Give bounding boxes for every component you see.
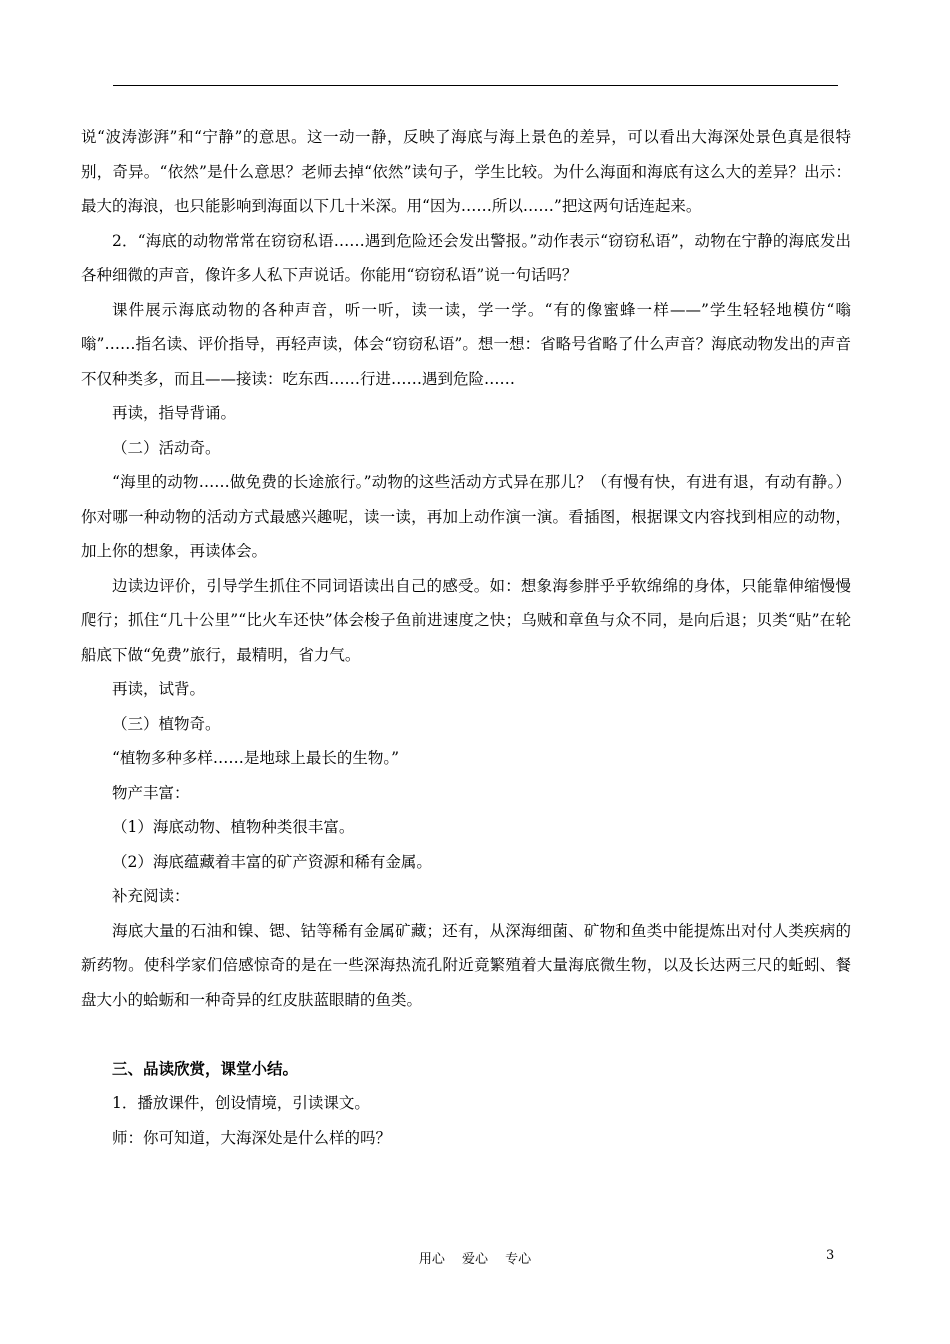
- paragraph: 说“波涛澎湃”和“宁静”的意思。这一动一静，反映了海底与海上景色的差异，可以看出大海深处景色真是很特别，奇异。“依然”是什么意思？老师去掉“依然”读句子，学生比较。为什么海面和海底有这么大的差异？出示：最大的海浪，也只能影响到海面以下几十米深。用“因为……所以……”把这两句话连起来。: [81, 128, 851, 215]
- paragraph: 1．播放课件，创设情境，引读课文。: [112, 1094, 370, 1112]
- paragraph: 边读边评价，引导学生抓住不同词语读出自己的感受。如：想象海参胖乎乎软绵绵的身体，只能靠伸缩慢慢爬行；抓住“几十公里”“比火车还快”体会梭子鱼前进速度之快；乌贼和章鱼与众不同，是向后退；贝类“贴”在轮船底下做“免费”旅行，最精明，省力气。: [81, 576, 851, 664]
- list-item: （1）海底动物、植物种类很丰富。: [112, 818, 355, 836]
- paragraph: 补充阅读：: [112, 887, 190, 905]
- list-item: （2）海底蕴藏着丰富的矿产资源和稀有金属。: [112, 852, 432, 871]
- section-heading: 三、品读欣赏，课堂小结。: [112, 1058, 299, 1078]
- paragraph: 再读，指导背诵。: [112, 404, 237, 422]
- paragraph: 再读，试背。: [112, 680, 206, 698]
- section-subheading: （二）活动奇。: [112, 438, 221, 457]
- paragraph: 师：你可知道，大海深处是什么样的吗？: [112, 1128, 392, 1147]
- paragraph: 课件展示海底动物的各种声音，听一听，读一读，学一学。“有的像蜜蜂一样——”学生轻轻地模仿“嗡嗡”……指名读、评价指导，再轻声读，体会“窃窃私语”。想一想：省略号省略了什么声音？海底动物发出的声音不仅种类多，而且——接读：吃东西……行进……遇到危险……: [81, 300, 851, 388]
- document-body: [81, 120, 851, 1155]
- paragraph: 物产丰富：: [112, 783, 190, 802]
- footer-motto: 用心 爱心 专心: [418, 1252, 532, 1267]
- section-subheading: （三）植物奇。: [112, 714, 221, 733]
- paragraph: “海里的动物……做免费的长途旅行。”动物的这些活动方式异在那儿？（有慢有快，有进有退，有动有静。）你对哪一种动物的活动方式最感兴趣呢，读一读，再加上动作演一演。看插图，根据课文内容找到相应的动物，加上你的想象，再读体会。: [81, 473, 851, 560]
- blank-line: [81, 1017, 851, 1052]
- paragraph: 海底大量的石油和镍、锶、钴等稀有金属矿藏；还有，从深海细菌、矿物和鱼类中能提炼出对付人类疾病的新药物。使科学家们倍感惊奇的是在一些深海热流孔附近竟繁殖着大量海底微生物，以及长达两三尺的蚯蚓、餐盘大小的蛤蛎和一种奇异的红皮肤蓝眼睛的鱼类。: [81, 921, 851, 1009]
- page-number: 3: [826, 1248, 835, 1263]
- paragraph: “植物多种多样……是地球上最长的生物。”: [112, 749, 400, 767]
- header-rule: [113, 85, 838, 86]
- paragraph: 2．“海底的动物常常在窃窃私语……遇到危险还会发出警报。”动作表示“窃窃私语”，动物在宁静的海底发出各种细微的声音，像许多人私下声说话。你能用“窃窃私语”说一句话吗？: [81, 231, 851, 284]
